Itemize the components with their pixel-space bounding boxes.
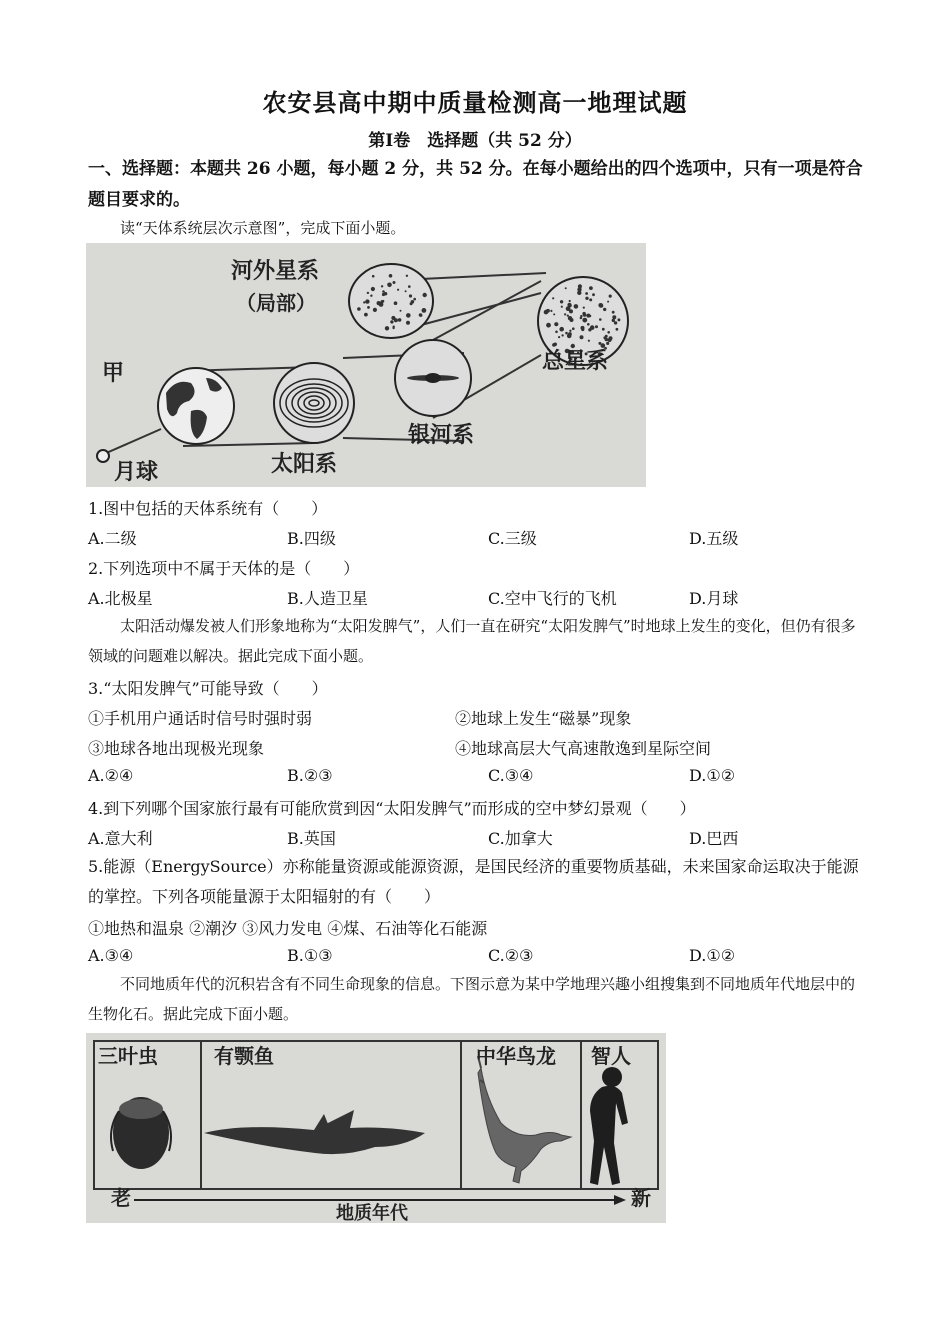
star-dot: [373, 308, 377, 312]
star-dot: [565, 332, 568, 335]
q3-statement-1: ①手机用户通话时信号时强时弱: [88, 709, 313, 728]
star-dot: [583, 313, 587, 317]
star-dot: [552, 297, 554, 299]
star-dot: [598, 342, 601, 345]
label-jawed-fish: 有颚鱼: [214, 1044, 274, 1068]
star-dot: [365, 299, 369, 303]
q5-items: ①地热和温泉 ②潮汐 ③风力发电 ④煤、石油等化石能源: [88, 919, 488, 938]
star-dot: [612, 315, 616, 319]
star-dot: [578, 284, 582, 288]
section-instructions: 一、选择题：本题共 26 小题，每小题 2 分，共 52 分。在每小题给出的四个选项中，只有一项是符合题目要求的。: [88, 159, 863, 210]
q5-stem: 5.能源（EnergySource）亦称能量资源或能源资源，是国民经济的重要物质基础，未来国家命运取决于能源的掌控。下列各项能量源于太阳辐射的有（ ）: [88, 857, 859, 906]
star-dot: [572, 327, 575, 330]
q1-option-a[interactable]: A.二级: [88, 529, 137, 548]
star-dot: [552, 343, 556, 347]
q5-option-b[interactable]: B.①③: [287, 946, 333, 965]
label-sinosauropteryx: 中华鸟龙: [476, 1044, 556, 1068]
star-dot: [394, 301, 398, 305]
celestial-system-diagram: [86, 243, 646, 487]
star-dot: [609, 295, 612, 298]
q2-option-d[interactable]: D.月球: [689, 589, 739, 608]
star-dot: [363, 301, 365, 303]
star-dot: [571, 344, 575, 348]
label-geologic-age: 地质年代: [336, 1203, 408, 1223]
star-dot: [405, 290, 407, 292]
star-dot: [609, 336, 613, 340]
star-dot: [564, 313, 566, 315]
star-dot: [544, 310, 549, 315]
star-dot: [381, 300, 384, 303]
trilobite-fossil: [111, 1097, 171, 1169]
star-dot: [607, 301, 609, 303]
q2-option-c[interactable]: C.空中飞行的飞机: [488, 589, 617, 608]
star-dot: [565, 287, 567, 289]
star-dot: [605, 335, 608, 338]
star-dot: [370, 295, 372, 297]
label-solar-system: 太阳系: [271, 452, 338, 477]
star-dot: [546, 323, 551, 328]
q2-option-b[interactable]: B.人造卫星: [287, 589, 368, 608]
star-dot: [569, 300, 571, 302]
star-dot: [612, 311, 615, 314]
star-dot: [400, 310, 402, 312]
star-dot: [377, 301, 381, 305]
label-milky-way: 银河系: [408, 423, 475, 448]
star-dot: [589, 286, 593, 290]
label-old: 老: [111, 1186, 131, 1210]
star-dot: [602, 328, 605, 331]
q3-option-a[interactable]: A.②④: [88, 766, 134, 785]
star-dot: [367, 292, 369, 294]
star-dot: [585, 297, 588, 300]
label-universe: 总星系: [542, 349, 609, 374]
star-dot: [590, 325, 595, 330]
label-trilobite: 三叶虫: [98, 1044, 158, 1068]
q4-option-c[interactable]: C.加拿大: [488, 829, 553, 848]
star-dot: [387, 283, 392, 288]
passage-solar-activity: 太阳活动爆发被人们形象地称为“太阳发脾气”，人们一直在研究“太阳发脾气”时地球上发生的变化，但仍有很多领域的问题难以解决。据此完成下面小题。: [88, 617, 856, 665]
star-dot: [554, 322, 558, 326]
star-dot: [559, 327, 564, 332]
q2-option-a[interactable]: A.北极星: [88, 589, 153, 608]
star-dot: [390, 320, 393, 323]
star-dot: [570, 318, 574, 322]
star-dot: [561, 306, 563, 308]
star-dot: [612, 319, 615, 322]
star-dot: [408, 285, 411, 288]
star-dot: [381, 285, 383, 287]
star-dot: [406, 321, 410, 325]
star-dot: [614, 321, 617, 324]
star-dot: [574, 304, 579, 309]
star-dot: [392, 327, 394, 329]
star-dot: [603, 308, 606, 311]
star-dot: [372, 275, 375, 278]
label-partial: （局部）: [236, 291, 316, 315]
star-dot: [420, 314, 423, 317]
label-homo-sapiens: 智人: [591, 1044, 631, 1068]
star-dot: [586, 314, 590, 318]
sinosauropteryx-fossil: [478, 1056, 571, 1183]
star-dot: [569, 330, 571, 332]
star-dot: [397, 289, 399, 291]
star-dot: [566, 306, 571, 311]
star-dot: [560, 300, 563, 303]
star-dot: [607, 331, 610, 334]
q1-option-c[interactable]: C.三级: [488, 529, 537, 548]
star-dot: [391, 316, 395, 320]
star-dot: [605, 338, 609, 342]
star-dot: [581, 326, 585, 330]
q3-option-d[interactable]: D.①②: [689, 766, 736, 785]
star-dot: [616, 328, 619, 331]
q4-option-b[interactable]: B.英国: [287, 829, 336, 848]
star-dot: [603, 344, 605, 346]
star-dot: [589, 298, 592, 301]
star-dot: [587, 323, 590, 326]
star-dot: [585, 292, 588, 295]
q4-option-a[interactable]: A.意大利: [88, 829, 153, 848]
q1-option-b[interactable]: B.四级: [287, 529, 336, 548]
star-dot: [423, 293, 427, 297]
star-dot: [389, 274, 393, 278]
figure1-intro: 读“天体系统层次示意图”，完成下面小题。: [120, 219, 406, 237]
star-dot: [550, 310, 552, 312]
q3-option-c[interactable]: C.③④: [488, 766, 534, 785]
q4-option-d[interactable]: D.巴西: [689, 829, 739, 848]
star-dot: [558, 336, 560, 338]
star-dot: [595, 325, 598, 328]
homo-sapiens-fossil: [590, 1067, 628, 1185]
star-dot: [406, 313, 411, 318]
star-dot: [599, 318, 602, 321]
star-dot: [606, 342, 609, 345]
star-dot: [580, 315, 582, 317]
star-dot: [413, 298, 416, 301]
q4-stem: 4.到下列哪个国家旅行最有可能欣赏到因“太阳发脾气”而形成的空中梦幻景观（ ）: [88, 799, 696, 818]
star-dot: [409, 294, 412, 297]
star-dot: [385, 326, 389, 330]
star-dot: [588, 340, 590, 342]
star-dot: [371, 287, 375, 291]
q2-stem: 2.下列选项中不属于天体的是（ ）: [88, 559, 360, 578]
section-subtitle: 第Ⅰ卷 选择题（共 52 分）: [368, 131, 582, 151]
q1-stem: 1.图中包括的天体系统有（ ）: [88, 499, 328, 518]
star-dot: [422, 308, 427, 313]
jawed-fish-fossil: [204, 1110, 425, 1154]
star-dot: [567, 315, 569, 317]
q5-option-a[interactable]: A.③④: [88, 946, 134, 965]
star-dot: [580, 335, 584, 339]
moon-circle: [97, 450, 109, 462]
q3-statement-2: ②地球上发生“磁暴”现象: [455, 709, 632, 728]
star-dot: [398, 318, 402, 322]
star-dot: [592, 293, 595, 296]
q3-option-b[interactable]: B.②③: [287, 766, 333, 785]
q3-stem: 3.“太阳发脾气”可能导致（ ）: [88, 679, 328, 698]
q1-option-d[interactable]: D.五级: [689, 529, 739, 548]
star-dot: [561, 334, 563, 336]
fossil-timeline-figure: [86, 1033, 666, 1223]
star-dot: [364, 313, 368, 317]
label-jia: 甲: [102, 361, 125, 386]
page-title: 农安县高中期中质量检测高一地理试题: [262, 88, 688, 117]
passage-fossils: 不同地质年代的沉积岩含有不同生命现象的信息。下图示意为某中学地理兴趣小组搜集到不同地质年代地层中的生物化石。据此完成下面小题。: [88, 975, 856, 1023]
label-moon: 月球: [114, 460, 159, 485]
star-dot: [582, 318, 587, 323]
q3-statement-4: ④地球高层大气高速散逸到星际空间: [455, 739, 712, 758]
star-dot: [598, 303, 603, 308]
star-dot: [382, 293, 385, 296]
label-new: 新: [631, 1186, 651, 1210]
q5-option-c[interactable]: C.②③: [488, 946, 534, 965]
star-dot: [568, 332, 572, 336]
star-dot: [617, 318, 620, 321]
star-dot: [357, 307, 361, 311]
star-dot: [367, 306, 370, 309]
star-dot: [411, 300, 415, 304]
q5-option-d[interactable]: D.①②: [689, 946, 736, 965]
star-dot: [393, 281, 396, 284]
star-dot: [406, 275, 408, 277]
star-dot: [553, 313, 555, 315]
star-dot: [583, 307, 585, 309]
star-dot: [382, 290, 385, 293]
star-dot: [555, 331, 558, 334]
label-extragalactic: 河外星系: [231, 259, 320, 284]
q3-statement-3: ③地球各地出现极光现象: [88, 739, 265, 758]
